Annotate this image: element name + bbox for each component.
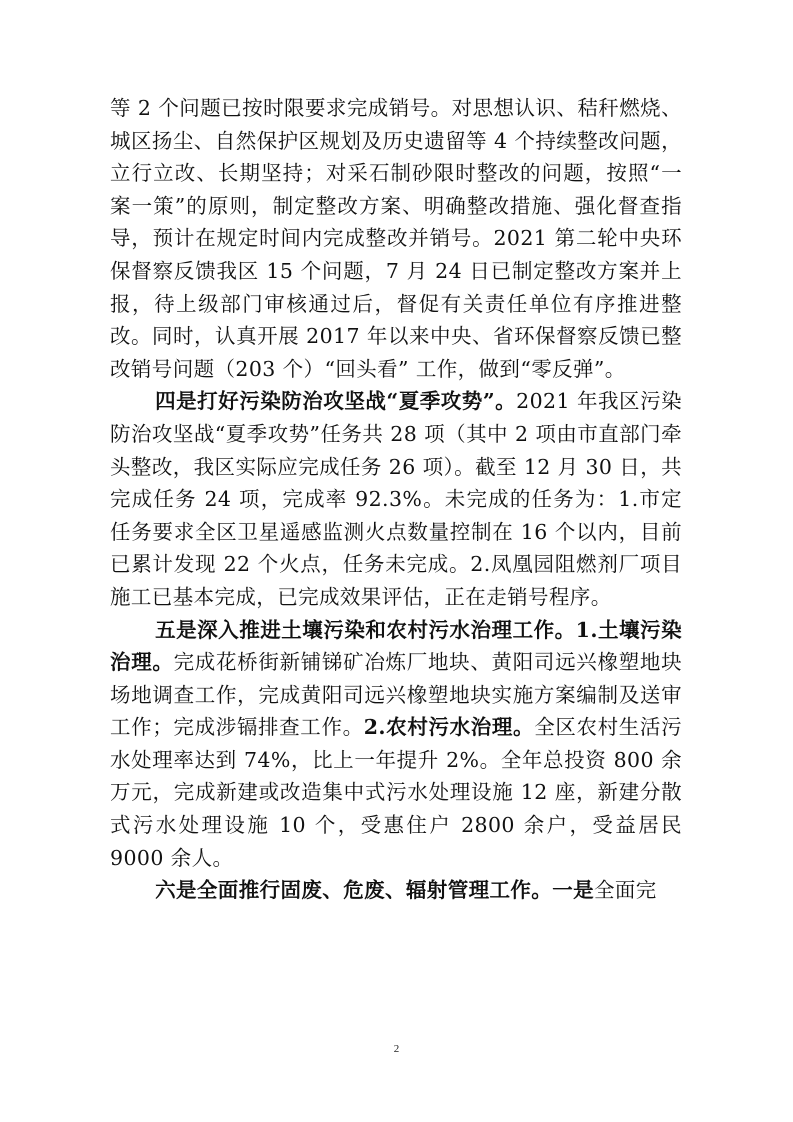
page-number: 2	[393, 1043, 400, 1055]
paragraph-text: 全区农村生活污水处理率达到 74%，比上一年提升 2%。全年总投资 800 余万元，完成新建或改造集中式污水处理设施 12 座，新建分散式污水处理设施 10 个，受惠住户 2800 余户，受益居民 9000 余人。	[110, 715, 682, 870]
paragraph-waste-management	[110, 874, 682, 907]
paragraph-heading: 五是深入推进土壤污染和农村污水治理工作。1.土壤污染治理。	[110, 617, 682, 675]
paragraph-summer-offensive	[110, 385, 682, 613]
body-text	[110, 92, 682, 907]
paragraph-text: 全面完	[594, 878, 657, 903]
paragraph-subheading: 2.农村污水治理。	[363, 715, 535, 740]
paragraph-rectification-status	[110, 92, 682, 385]
paragraph-soil-and-sewage	[110, 614, 682, 875]
paragraph-heading: 四是打好污染防治攻坚战“夏季攻势”。	[155, 389, 517, 414]
paragraph-heading: 六是全面推行固废、危废、辐射管理工作。一是	[155, 878, 594, 903]
paragraph-text: 等 2 个问题已按时限要求完成销号。对思想认识、秸秆燃烧、城区扬尘、自然保护区规划及历史遗留等 4 个持续整改问题，立行立改、长期坚持；对采石制砂限时整改的问题，按照“一案一策”的原则，制定整改方案、明确整改措施、强化督查指导，预计在规定时间内完成整改并销号。2021 第二轮中央环保督察反馈我区 15 个问题，7 月 24 日已制定整改方案并上报，待上级部门审核通过后，督促有关责任单位有序推进整改。同时，认真开展 2017 年以来中央、省环保督察反馈已整改销号问题（203 个）“回头看” 工作，做到“零反弹”。	[110, 96, 682, 381]
paragraph-text: 2021 年我区污染防治攻坚战“夏季攻势”任务共 28 项（其中 2 项由市直部门牵头整改，我区实际应完成任务 26 项）。截至 12 月 30 日，共完成任务 24 项，完成率 92.3%。未完成的任务为：1.市定任务要求全区卫星遥感监测火点数量控制在 16 个以内，目前已累计发现 22 个火点，任务未完成。2.凤凰园阻燃剂厂项目施工已基本完成，已完成效果评估，正在走销号程序。	[110, 389, 682, 609]
paragraph-text: 完成花桥街新铺锑矿冶炼厂地块、黄阳司远兴橡塑地块场地调查工作，完成黄阳司远兴橡塑地块实施方案编制及送审工作；完成涉镉排查工作。	[110, 650, 682, 740]
